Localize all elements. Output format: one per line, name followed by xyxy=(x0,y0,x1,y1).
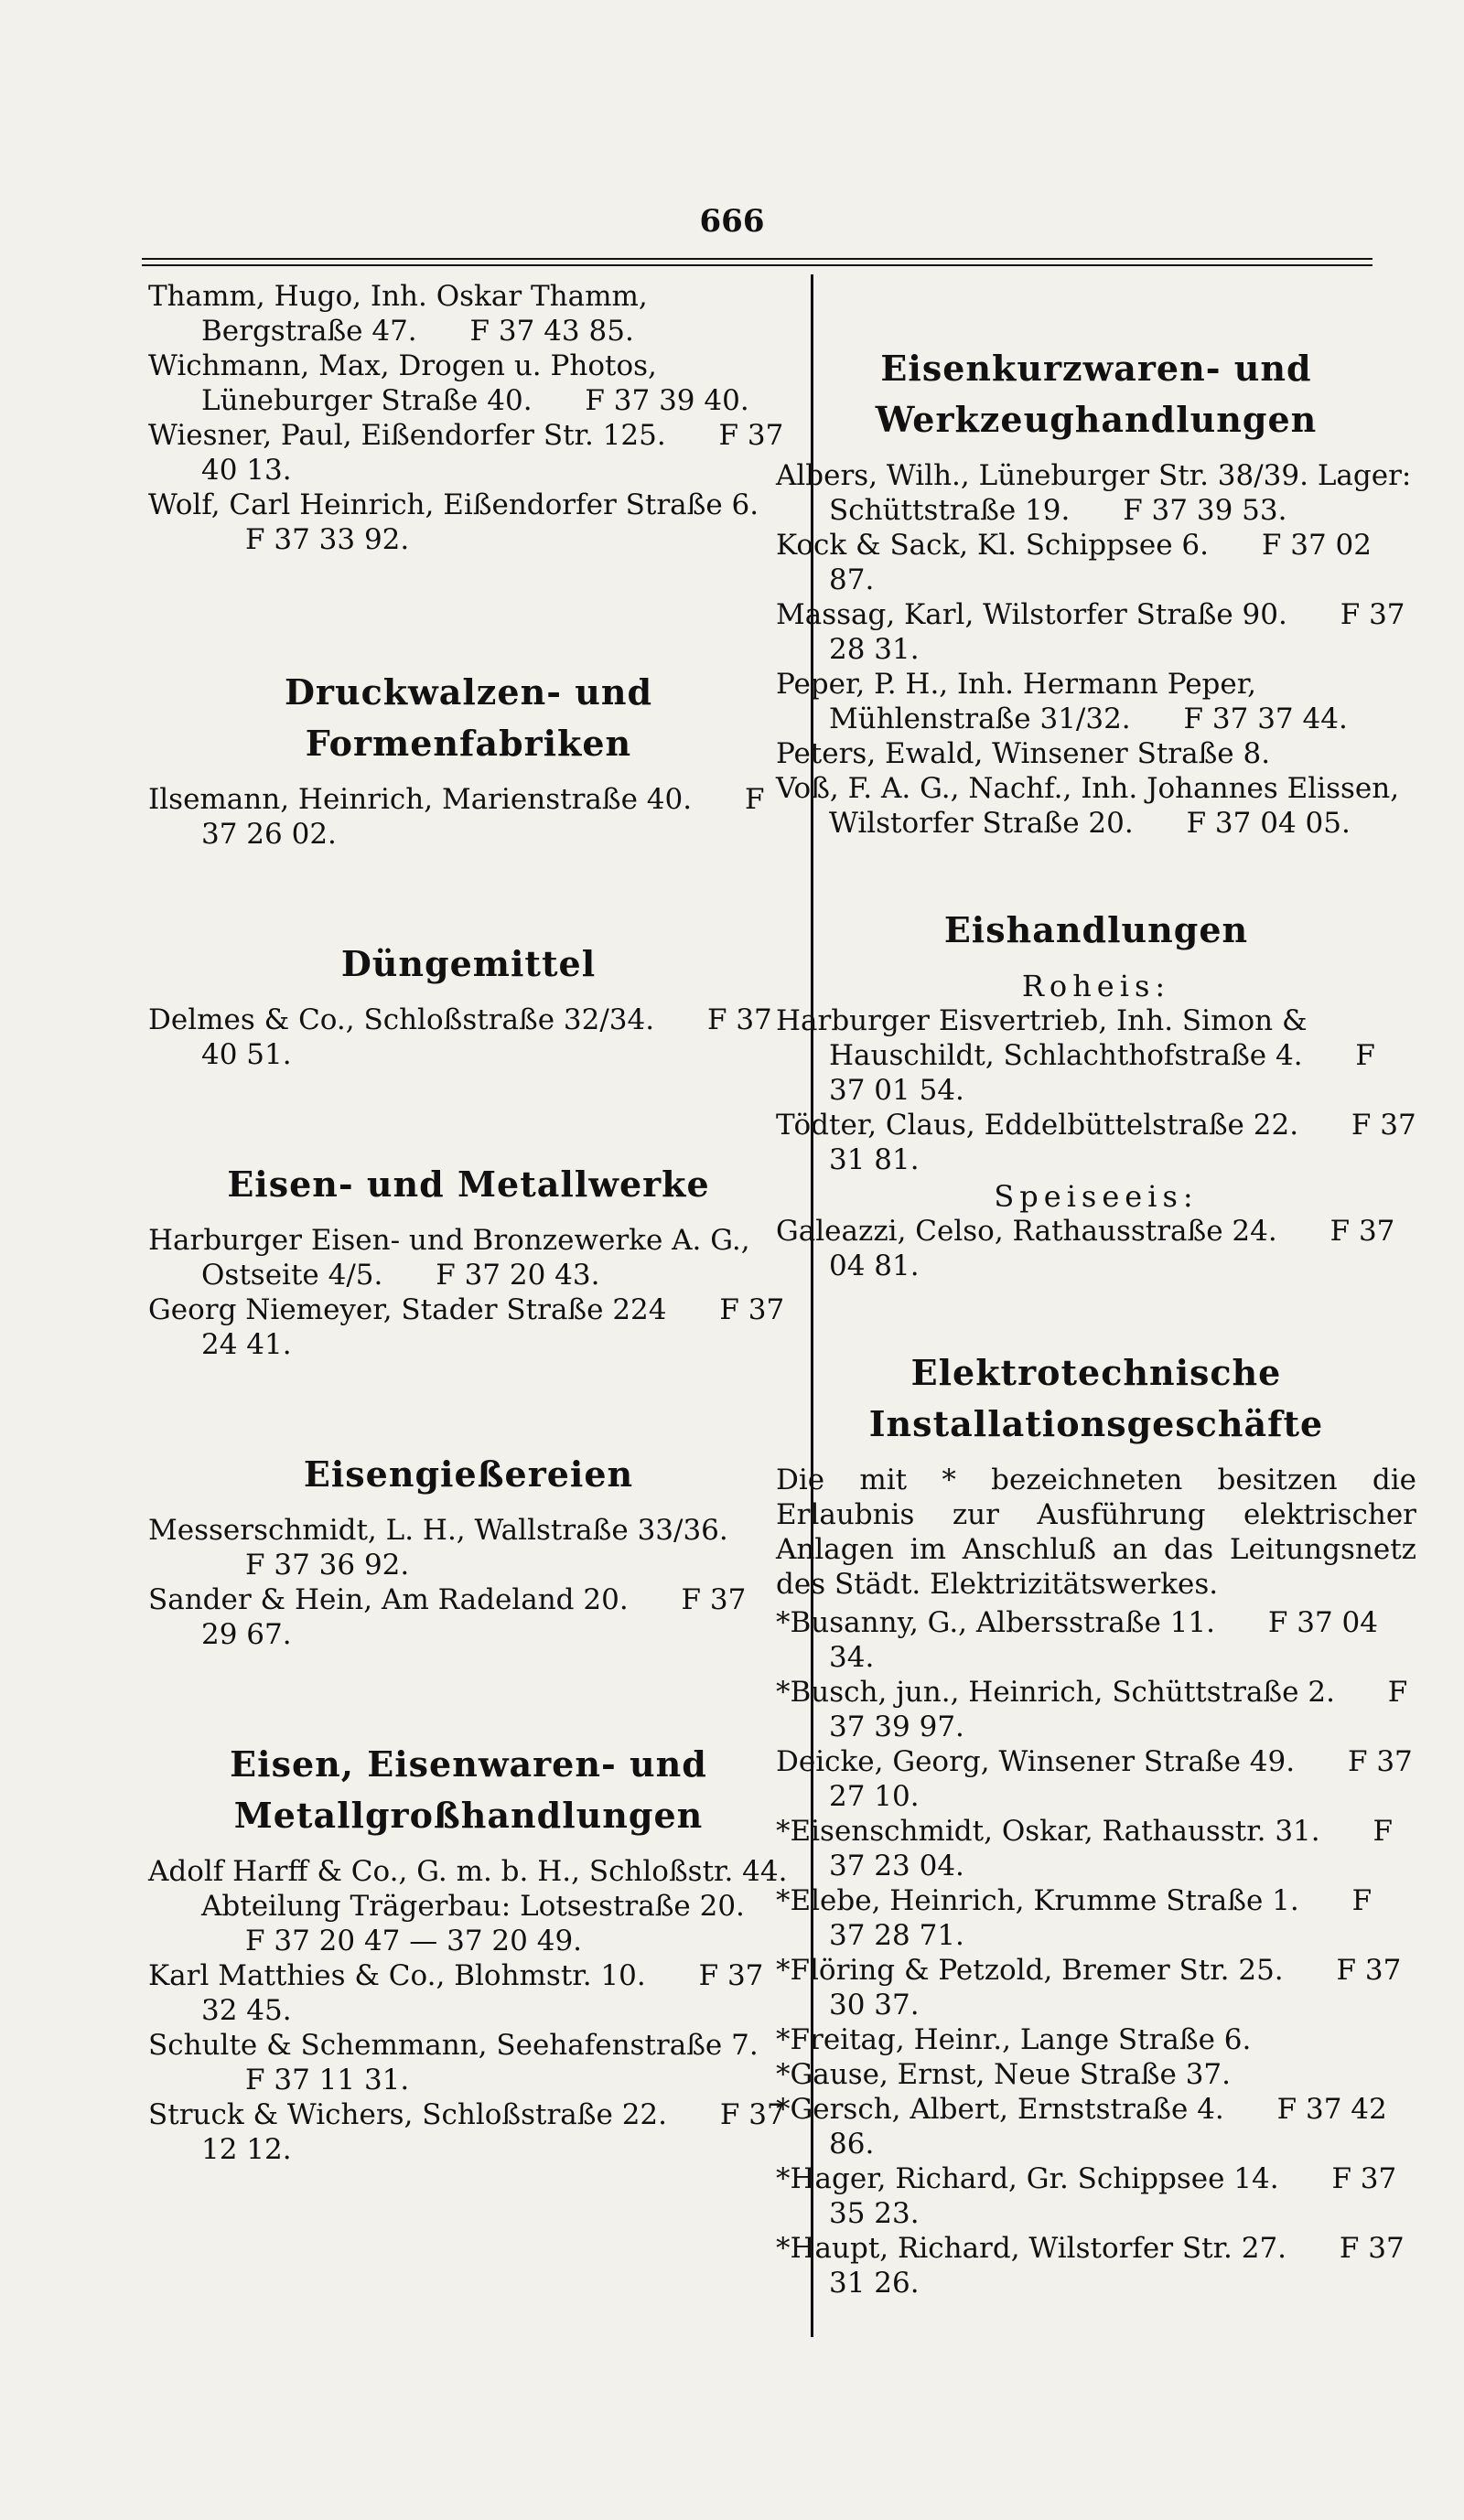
entry-name: Voß, F. A. G., Nachf., Inh. Johannes xyxy=(776,772,1278,805)
left-column xyxy=(148,279,789,2167)
entry-name: Delmes & Co., Schloßstraße 32/34. xyxy=(148,1003,655,1036)
entry-address: Lager: Schüttstraße 19. xyxy=(829,459,1412,527)
entry-name: Thamm, Hugo, Inh. Oskar Thamm, xyxy=(148,280,648,313)
directory-entry xyxy=(776,528,1416,597)
entry-phone: F 37 32 45. xyxy=(201,1959,764,2027)
directory-entry xyxy=(148,279,789,349)
directory-entry xyxy=(776,2231,1416,2300)
entry-name: *Hager, Richard, Gr. Schippsee 14. xyxy=(776,2162,1279,2195)
entry-phone: F 37 04 81. xyxy=(829,1215,1395,1282)
directory-entry xyxy=(776,1003,1416,1108)
directory-entry xyxy=(148,1854,789,1958)
entry-name: *Eisenschmidt, Oskar, Rathausstr. 31. xyxy=(776,1815,1320,1848)
directory-entry xyxy=(148,349,789,418)
directory-entry xyxy=(776,2057,1416,2092)
directory-entry xyxy=(148,418,789,488)
directory-entry xyxy=(148,1292,789,1362)
entry-phone: F 37 35 23. xyxy=(829,2162,1397,2230)
directory-entry xyxy=(148,1513,789,1582)
header-rule-second xyxy=(142,264,1372,266)
entry-name: Peper, P. H., Inh. Hermann Peper, xyxy=(776,668,1257,701)
section-heading: Eisenkurzwaren- und Werkzeughandlungen xyxy=(875,348,1318,440)
entry-phone: F 37 31 81. xyxy=(829,1109,1416,1176)
entry-address: Schloßstr. 44. Abteilung Trägerbau: Lotsestraße 20. xyxy=(201,1855,788,1923)
directory-entry xyxy=(776,2161,1416,2231)
entry-name: Wiesner, Paul, Eißendorfer Str. 125. xyxy=(148,419,666,452)
directory-entry xyxy=(148,1223,789,1292)
entry-phone: F 37 39 40. xyxy=(585,384,749,417)
entry-phone: F 37 26 02. xyxy=(201,783,765,851)
entry-phone: F 37 36 92. xyxy=(245,1549,410,1582)
entry-name: *Busanny, G., Albersstraße 11. xyxy=(776,1606,1215,1639)
entry-phone: F 37 20 47 — 37 20 49. xyxy=(245,1925,583,1957)
entry-name: *Elebe, Heinrich, Krumme Straße 1. xyxy=(776,1884,1299,1917)
entry-phone: F 37 37 44. xyxy=(1183,702,1348,735)
section-heading: Elektrotechnische Installationsgeschäfte xyxy=(868,1352,1324,1444)
directory-entry xyxy=(776,1953,1416,2022)
entry-name: Peters, Ewald, Winsener Straße 8. xyxy=(776,737,1271,770)
directory-entry xyxy=(776,1605,1416,1675)
entry-name: Massag, Karl, Wilstorfer Straße 90. xyxy=(776,598,1287,631)
entry-name: Wolf, Carl Heinrich, Eißendorfer xyxy=(148,488,617,521)
entry-name: Schulte & Schemmann, Seehafenstraße 7. xyxy=(148,2029,759,2062)
directory-entry xyxy=(776,771,1416,841)
entry-name: Wichmann, Max, Drogen u. Photos, xyxy=(148,349,657,382)
entry-phone: F 37 20 43. xyxy=(436,1259,600,1292)
directory-entry xyxy=(776,1744,1416,1814)
entry-name: Deicke, Georg, Winsener Straße 49. xyxy=(776,1745,1296,1778)
directory-entry xyxy=(148,782,789,852)
directory-entry xyxy=(776,1883,1416,1953)
entry-name: Albers, Wilh., Lüneburger Str. 38/39. xyxy=(776,459,1308,492)
directory-entry xyxy=(776,458,1416,528)
right-column xyxy=(776,279,1416,2300)
directory-entry xyxy=(148,2097,789,2167)
entry-phone: F 37 02 87. xyxy=(829,529,1372,596)
directory-entry xyxy=(776,736,1416,771)
directory-entry xyxy=(148,1003,789,1072)
entry-address: Mühlenstraße 31/32. xyxy=(829,702,1131,735)
entry-address: Bergstraße 47. xyxy=(201,315,417,348)
entry-name: Harburger Eisvertrieb, Inh. Simon xyxy=(776,1004,1274,1037)
directory-entry xyxy=(148,1582,789,1652)
section-note: Die mit * bezeichneten besitzen die Erlaubnis zur Ausführung elektrischer Anlagen im Anschluß an das Leitungsnetz des Städt. Elektrizitätswerkes. xyxy=(776,1464,1416,1601)
entry-phone: F 37 11 31. xyxy=(245,2064,410,2096)
entry-address: Lüneburger Straße 40. xyxy=(201,384,533,417)
section-heading: Druckwalzen- und Formenfabriken xyxy=(284,671,653,764)
entry-phone: F 37 28 71. xyxy=(829,1884,1372,1952)
directory-entry xyxy=(148,488,789,557)
directory-entry xyxy=(776,597,1416,667)
section-heading: Düngemittel xyxy=(340,943,597,984)
entry-name: Kock & Sack, Kl. Schippsee 6. xyxy=(776,529,1209,562)
page-number: 666 xyxy=(699,203,765,240)
directory-entry xyxy=(776,667,1416,736)
entry-name: *Haupt, Richard, Wilstorfer Str. 27. xyxy=(776,2232,1287,2265)
directory-entry xyxy=(148,1958,789,2028)
entry-phone: F 37 33 92. xyxy=(245,523,410,556)
section-heading: Eisen- und Metallwerke xyxy=(227,1163,710,1205)
entry-name: Messerschmidt, L. H., Wallstraße 33/36. xyxy=(148,1514,728,1547)
entry-phone: F 37 43 85. xyxy=(469,315,634,348)
entry-name: Galeazzi, Celso, Rathausstraße 24. xyxy=(776,1215,1277,1248)
entry-name: Sander & Hein, Am Radeland 20. xyxy=(148,1583,629,1616)
entry-name: *Gersch, Albert, Ernststraße 4. xyxy=(776,2093,1224,2126)
entry-address: Elissen, Wilstorfer Straße 20. xyxy=(829,772,1400,840)
entry-name: *Flöring & Petzold, Bremer Str. 25. xyxy=(776,1954,1284,1987)
entry-name: *Gause, Ernst, Neue Straße 37. xyxy=(776,2058,1231,2091)
entry-name: *Busch, jun., Heinrich, Schüttstraße 2. xyxy=(776,1676,1335,1709)
entry-phone: F 37 01 54. xyxy=(829,1039,1375,1107)
entry-phone: F 37 28 31. xyxy=(829,598,1405,666)
entry-phone: F 37 31 26. xyxy=(829,2232,1405,2300)
entry-address: A. G., Ostseite 4/5. xyxy=(201,1224,750,1292)
entry-phone: F 37 29 67. xyxy=(201,1583,747,1651)
directory-entry xyxy=(776,1675,1416,1744)
header-rule xyxy=(142,258,1372,260)
entry-name: *Freitag, Heinr., Lange Straße 6. xyxy=(776,2023,1252,2056)
entry-name: Harburger Eisen- und Bronzewerke xyxy=(148,1224,663,1257)
directory-entry xyxy=(776,1814,1416,1883)
entry-phone: F 37 39 53. xyxy=(1123,494,1287,527)
entry-phone: F 37 40 51. xyxy=(201,1003,772,1071)
directory-entry xyxy=(776,1108,1416,1177)
directory-entry xyxy=(776,2022,1416,2057)
subsection-heading: Roheis: xyxy=(1021,969,1171,1003)
entry-address: & Hauschildt, Schlachthofstraße 4. xyxy=(829,1004,1308,1072)
directory-entry xyxy=(776,1214,1416,1283)
section-heading: Eisen, Eisenwaren- und Metallgroßhandlungen xyxy=(230,1743,707,1836)
entry-phone: F 37 04 05. xyxy=(1186,807,1351,840)
section-heading: Eishandlungen xyxy=(943,909,1249,950)
entry-phone: F 37 30 37. xyxy=(829,1954,1402,2021)
entry-phone: F 37 39 97. xyxy=(829,1676,1408,1743)
directory-entry xyxy=(148,2028,789,2097)
entry-name: Karl Matthies & Co., Blohmstr. 10. xyxy=(148,1959,646,1992)
entry-address: Straße 6. xyxy=(625,488,759,521)
subsection-heading: Speiseeis: xyxy=(994,1179,1199,1214)
section-heading: Eisengießereien xyxy=(303,1453,634,1495)
directory-entry xyxy=(776,2092,1416,2161)
entry-name: Struck & Wichers, Schloßstraße 22. xyxy=(148,2098,667,2131)
entry-phone: F 37 27 10. xyxy=(829,1745,1413,1813)
entry-phone: F 37 42 86. xyxy=(829,2093,1387,2161)
entry-phone: F 37 40 13. xyxy=(201,419,784,487)
entry-phone: F 37 04 34. xyxy=(829,1606,1378,1674)
entry-phone: F 37 23 04. xyxy=(829,1815,1394,1882)
entry-name: Ilsemann, Heinrich, Marienstraße 40. xyxy=(148,783,693,816)
entry-name: Tödter, Claus, Eddelbüttelstraße 22. xyxy=(776,1109,1299,1142)
entry-name: Adolf Harff & Co., G. m. b. H., xyxy=(148,1855,580,1888)
entry-phone: F 37 12 12. xyxy=(201,2098,785,2166)
entry-name: Georg Niemeyer, Stader Straße 224 xyxy=(148,1293,667,1326)
entry-phone: F 37 24 41. xyxy=(201,1293,785,1361)
